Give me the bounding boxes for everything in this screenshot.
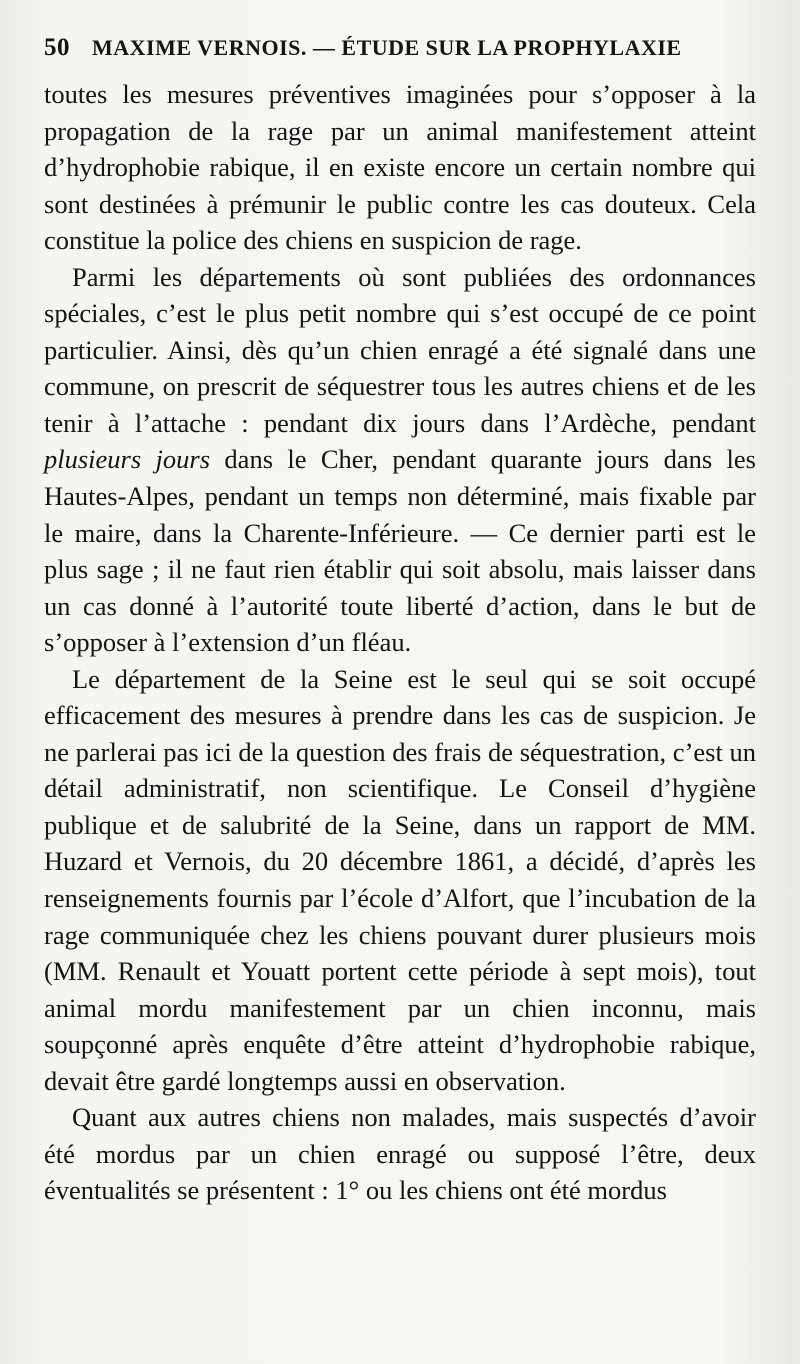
paragraph-text: toutes les mesures préventives imaginées pour s’opposer à la propagation de la rage par un animal manifestement atteint d’hydrophobie rabique, il en existe encore un certain nombre qui sont destinées à prémunir le public contre les cas douteux. Cela constitue la police des chiens en suspicion de rage.	[44, 79, 756, 256]
paragraph-text: Quant aux autres chiens non malades, mais suspectés d’avoir été mordus par un chien enragé ou supposé l’être, deux éventualités se présentent : 1° ou les chiens ont été mordus	[44, 1102, 756, 1206]
paragraph-4	[44, 1099, 756, 1209]
paragraph-3	[44, 661, 756, 1100]
page-body	[44, 76, 756, 1209]
paragraph-1	[44, 76, 756, 259]
paragraph-text: Parmi les départements où sont publiées des ordonnances spéciales, c’est le plus petit nombre qui s’est occupé de ce point particulier. Ainsi, dès qu’un chien enragé a été signalé dans une commune, on prescrit de séquestrer tous les autres chiens et de les tenir à l’attache : pendant dix jours dans l’Ardèche, pendant	[44, 261, 756, 438]
italic-phrase: plusieurs jours	[44, 444, 211, 475]
paragraph-text: Le département de la Seine est le seul qui se soit occupé efficacement des mesures à prendre dans les cas de suspicion. Je ne parlerai pas ici de la question des frais de séquestration, c’est un détail administratif, non scientifique. Le Conseil d’hygiène publique et de salubrité de la Seine, dans un rapport de MM. Huzard et Vernois, du 20 décembre 1861, a décidé, d’après les renseignements fournis par l’école d’Alfort, que l’incubation de la rage communiquée chez les chiens pouvant durer plusieurs mois (MM. Renault et Youatt portent cette période à sept mois), tout animal mordu manifestement par un chien inconnu, mais soupçonné après enquête d’être atteint d’hydrophobie rabique, devait être gardé longtemps aussi en observation.	[44, 663, 756, 1096]
paragraph-2	[44, 259, 756, 661]
page-header	[44, 34, 764, 70]
running-title: MAXIME VERNOIS. — ÉTUDE SUR LA PROPHYLAXIE	[92, 35, 682, 60]
page-number: 50	[44, 34, 70, 61]
paragraph-text: dans le Cher, pendant quarante jours dans les Hautes-Alpes, pendant un temps non déterminé, mais fixable par le maire, dans la Charente-Inférieure. — Ce dernier parti est le plus sage ; il ne faut rien établir qui soit absolu, mais laisser dans un cas donné à l’autorité toute liberté d’action, dans le but de s’opposer à l’extension d’un fléau.	[44, 444, 756, 658]
